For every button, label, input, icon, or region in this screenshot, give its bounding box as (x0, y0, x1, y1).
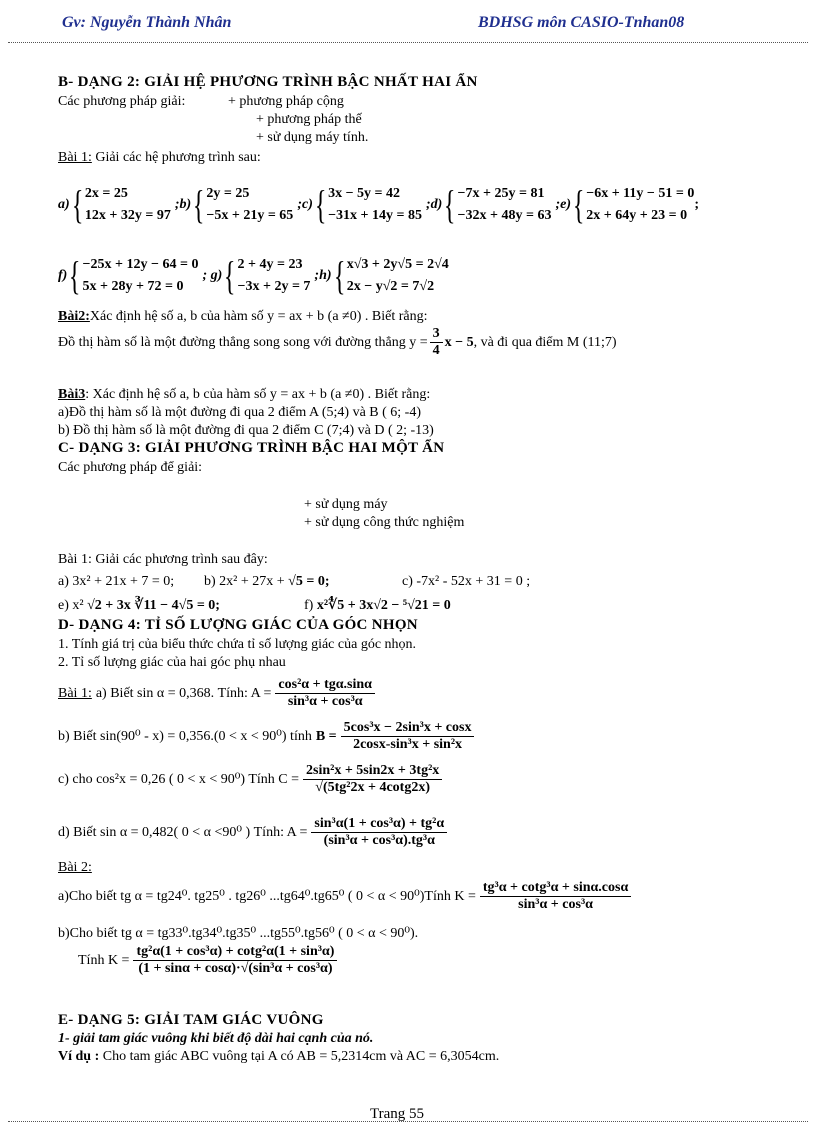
method-item: + sử dụng máy (304, 497, 388, 512)
header-rule (8, 42, 808, 43)
equation: 2x = 25 (84, 186, 128, 201)
equation: 2x − y√2 = 7√2 (346, 279, 435, 294)
problem-k (58, 880, 631, 913)
bai3-heading (58, 387, 430, 403)
header-course: BDHSG môn CASIO-Tnhan08 (478, 14, 685, 31)
system-label: ;e) (555, 197, 572, 212)
system-label: ;c) (297, 197, 313, 212)
system-a (58, 183, 171, 227)
equation-b-text: b) 2x² + 27x + (204, 574, 285, 589)
page-number: Trang 55 (370, 1106, 425, 1122)
equation: −3x + 2y = 7 (237, 279, 311, 294)
equation: −25x + 12y − 64 = 0 (82, 257, 199, 272)
fraction-denominator: √(5tg²2x + 4cotg2x) (315, 780, 430, 795)
equation-e (58, 597, 220, 614)
fraction-numerator: 3 (430, 326, 443, 343)
bai1-text: Giải các hệ phương trình sau: (95, 150, 261, 165)
bai3-part-b: b) Đồ thị hàm số là một đường đi qua 2 điểm C (7;4) và D ( 2; -13) (58, 423, 434, 438)
formula-fraction (311, 816, 447, 849)
fraction-numerator: 5cos³x − 2sin³x + cosx (341, 720, 475, 737)
brace-symbol: { (224, 253, 236, 298)
systems-row-1 (58, 183, 699, 227)
fraction-numerator: cos²α + tgα.sinα (275, 677, 375, 694)
bai1-heading (58, 150, 261, 166)
bai3-part-a: a)Đồ thị hàm số là một đường đi qua 2 điểm A (5;4) và B ( 6; -4) (58, 405, 421, 420)
example-label: Ví dụ : (58, 1049, 100, 1064)
bai2-line-text: Đồ thị hàm số là một đường thẳng song song với đường thẳng y = (58, 334, 428, 350)
equation: 5x + 28y + 72 = 0 (82, 279, 184, 294)
problem-text: b) Biết sin(90⁰ - x) = 0,356.(0 < x < 90⁰) tính (58, 729, 312, 744)
system-label: a) (58, 197, 70, 212)
formula-fraction (133, 944, 337, 977)
brace-symbol: { (69, 253, 81, 298)
formula-fraction (480, 880, 631, 913)
brace-symbol: { (333, 253, 345, 298)
equation-b (204, 574, 329, 590)
system-d (426, 183, 551, 227)
equation: 2y = 25 (206, 186, 250, 201)
bai3-text: : Xác định hệ số a, b của hàm số y = ax + b (a ≠0) . Biết rằng: (85, 387, 431, 402)
fraction-denominator: sin³α + cos³α (287, 694, 363, 709)
fraction-denominator: (sin³α + cos³α).tg³α (323, 833, 435, 848)
fraction-numerator: tg²α(1 + cos³α) + cotg²α(1 + sin³α) (133, 944, 337, 961)
footer-rule (8, 1121, 808, 1122)
section-d-title: D- DẠNG 4: TỈ SỐ LƯỢNG GIÁC CỦA GÓC NHỌN (58, 617, 418, 633)
problem-text: d) Biết sin α = 0,482( 0 < α <90⁰ ) Tính: A = (58, 825, 308, 840)
method-item: + phương pháp cộng (228, 94, 344, 109)
bai2-heading (58, 309, 428, 325)
problem-text: c) cho cos²x = 0,26 ( 0 < x < 90⁰) Tính C = (58, 772, 299, 787)
section-d-point-1: 1. Tính giá trị của biểu thức chứa tỉ số lượng giác của góc nhọn. (58, 637, 417, 652)
system-label: ;h) (314, 268, 332, 283)
fraction-denominator: 4 (432, 343, 440, 358)
bai2-label: Bài2: (58, 309, 90, 324)
equation: x√3 + 2y√5 = 2√4 (346, 257, 449, 272)
bai2-text: Xác định hệ số a, b của hàm số y = ax + b (a ≠0) . Biết rằng: (89, 309, 428, 324)
section-e-title: E- DẠNG 5: GIẢI TAM GIÁC VUÔNG (58, 1012, 324, 1028)
equation: −7x + 25y = 81 (457, 186, 545, 201)
system-label: ; g) (202, 268, 223, 283)
system-e (555, 183, 699, 227)
bai2-fraction (430, 326, 443, 359)
equation-a: a) 3x² + 21x + 7 = 0; (58, 574, 175, 589)
bai2-line-expr: x − 5 (444, 334, 474, 350)
problem-text: Tính K = (78, 952, 130, 968)
bai1-label: Bài 1: (58, 150, 92, 165)
equation: −31x + 14y = 85 (328, 208, 422, 223)
section-e-sub: 1- giải tam giác vuông khi biết độ dài hai cạnh của nó. (58, 1031, 374, 1046)
system-c (297, 183, 422, 227)
bai2-label-d: Bài 2: (58, 860, 92, 875)
fraction-numerator: 2sin²x + 5sin2x + 3tg²x (303, 763, 442, 780)
equation-f-label: f) (304, 598, 314, 613)
formula-variable: B = (315, 728, 337, 744)
equation: 2 + 4y = 23 (237, 257, 303, 272)
formula-fraction (303, 763, 442, 796)
brace-symbol: { (314, 182, 327, 227)
brace-symbol: { (572, 182, 585, 227)
bai2-line-point: , và đi qua điểm M (11;7) (473, 334, 617, 350)
system-b (175, 183, 293, 227)
equation-b-root: √5 = 0; (288, 574, 330, 589)
fraction-denominator: 2cosx-sin³x + sin²x (353, 737, 463, 752)
formula-fraction (341, 720, 475, 753)
brace-symbol: { (71, 182, 84, 227)
equation-e-text: e) x² (58, 598, 84, 613)
problem-d-a (58, 677, 375, 710)
method-item: + sử dụng công thức nghiệm (304, 515, 465, 530)
equation: −5x + 21y = 65 (206, 208, 294, 223)
system-f (58, 254, 198, 298)
systems-row-2 (58, 254, 449, 298)
fraction-denominator: (1 + sinα + cosα)·√(sin³α + cos³α) (138, 961, 333, 976)
problem-k2 (78, 944, 337, 977)
formula-fraction (275, 677, 375, 710)
problem-k2-given: b)Cho biết tg α = tg33⁰.tg34⁰.tg35⁰ ...tg55⁰.tg56⁰ ( 0 < α < 90⁰). (58, 926, 419, 941)
method-item: + sử dụng máy tính. (256, 130, 369, 145)
fraction-denominator: sin³α + cos³α (518, 897, 593, 912)
system-label: f) (58, 268, 68, 283)
header-author: Gv: Nguyễn Thành Nhân (62, 14, 232, 31)
example-text: Cho tam giác ABC vuông tại A có AB = 5,2314cm và AC = 6,3054cm. (102, 1049, 500, 1064)
section-c-methods-label: Các phương pháp để giải: (58, 460, 203, 475)
section-b-methods-label: Các phương pháp giải: (58, 94, 186, 109)
equation: −32x + 48y = 63 (457, 208, 552, 223)
section-e-example (58, 1049, 499, 1065)
problem-d-c (58, 763, 442, 796)
separator: ; (694, 197, 700, 212)
fraction-numerator: tg³α + cotg³α + sinα.cosα (480, 880, 631, 897)
section-c-title: C- DẠNG 3: GIẢI PHƯƠNG TRÌNH BẬC HAI MỘT ẨN (58, 440, 445, 456)
problem-text: a)Cho biết tg α = tg24⁰. tg25⁰ . tg26⁰ ...tg64⁰.tg65⁰ ( 0 < α < 90⁰)Tính K = (58, 889, 476, 904)
section-c-bai1: Bài 1: Giải các phương trình sau đây: (58, 552, 268, 567)
equation-f-expr: x²∜5 + 3x√2 − ⁵√21 = 0 (316, 598, 451, 613)
system-g (202, 254, 310, 298)
fraction-numerator: sin³α(1 + cos³α) + tg²α (311, 816, 447, 833)
bai1-label: Bài 1: (58, 685, 92, 701)
section-d-point-2: 2. Tỉ số lượng giác của hai góc phụ nhau (58, 655, 286, 670)
problem-d-d (58, 816, 447, 849)
brace-symbol: { (193, 182, 205, 227)
brace-symbol: { (444, 182, 456, 227)
equation: 3x − 5y = 42 (328, 186, 401, 201)
equation: 2x + 64y + 23 = 0 (586, 208, 688, 223)
equation: 12x + 32y = 97 (84, 208, 171, 223)
equation: −6x + 11y − 51 = 0 (586, 186, 695, 201)
section-b-title: B- DẠNG 2: GIẢI HỆ PHƯƠNG TRÌNH BẬC NHẤT HAI ẨN (58, 74, 478, 90)
system-h (314, 254, 448, 298)
equation-e-expr: √2 + 3x ∛11 − 4√5 = 0; (87, 598, 220, 613)
system-label: ;d) (426, 197, 443, 212)
bai3-label: Bài3 (58, 387, 86, 402)
system-label: ;b) (174, 197, 192, 212)
problem-text: a) Biết sin α = 0,368. Tính: A = (95, 685, 272, 701)
problem-d-b (58, 720, 474, 753)
equation-f (304, 597, 451, 614)
equation-c: c) -7x² - 52x + 31 = 0 ; (402, 574, 531, 589)
bai2-line (58, 326, 617, 359)
method-item: + phương pháp thế (256, 112, 362, 127)
